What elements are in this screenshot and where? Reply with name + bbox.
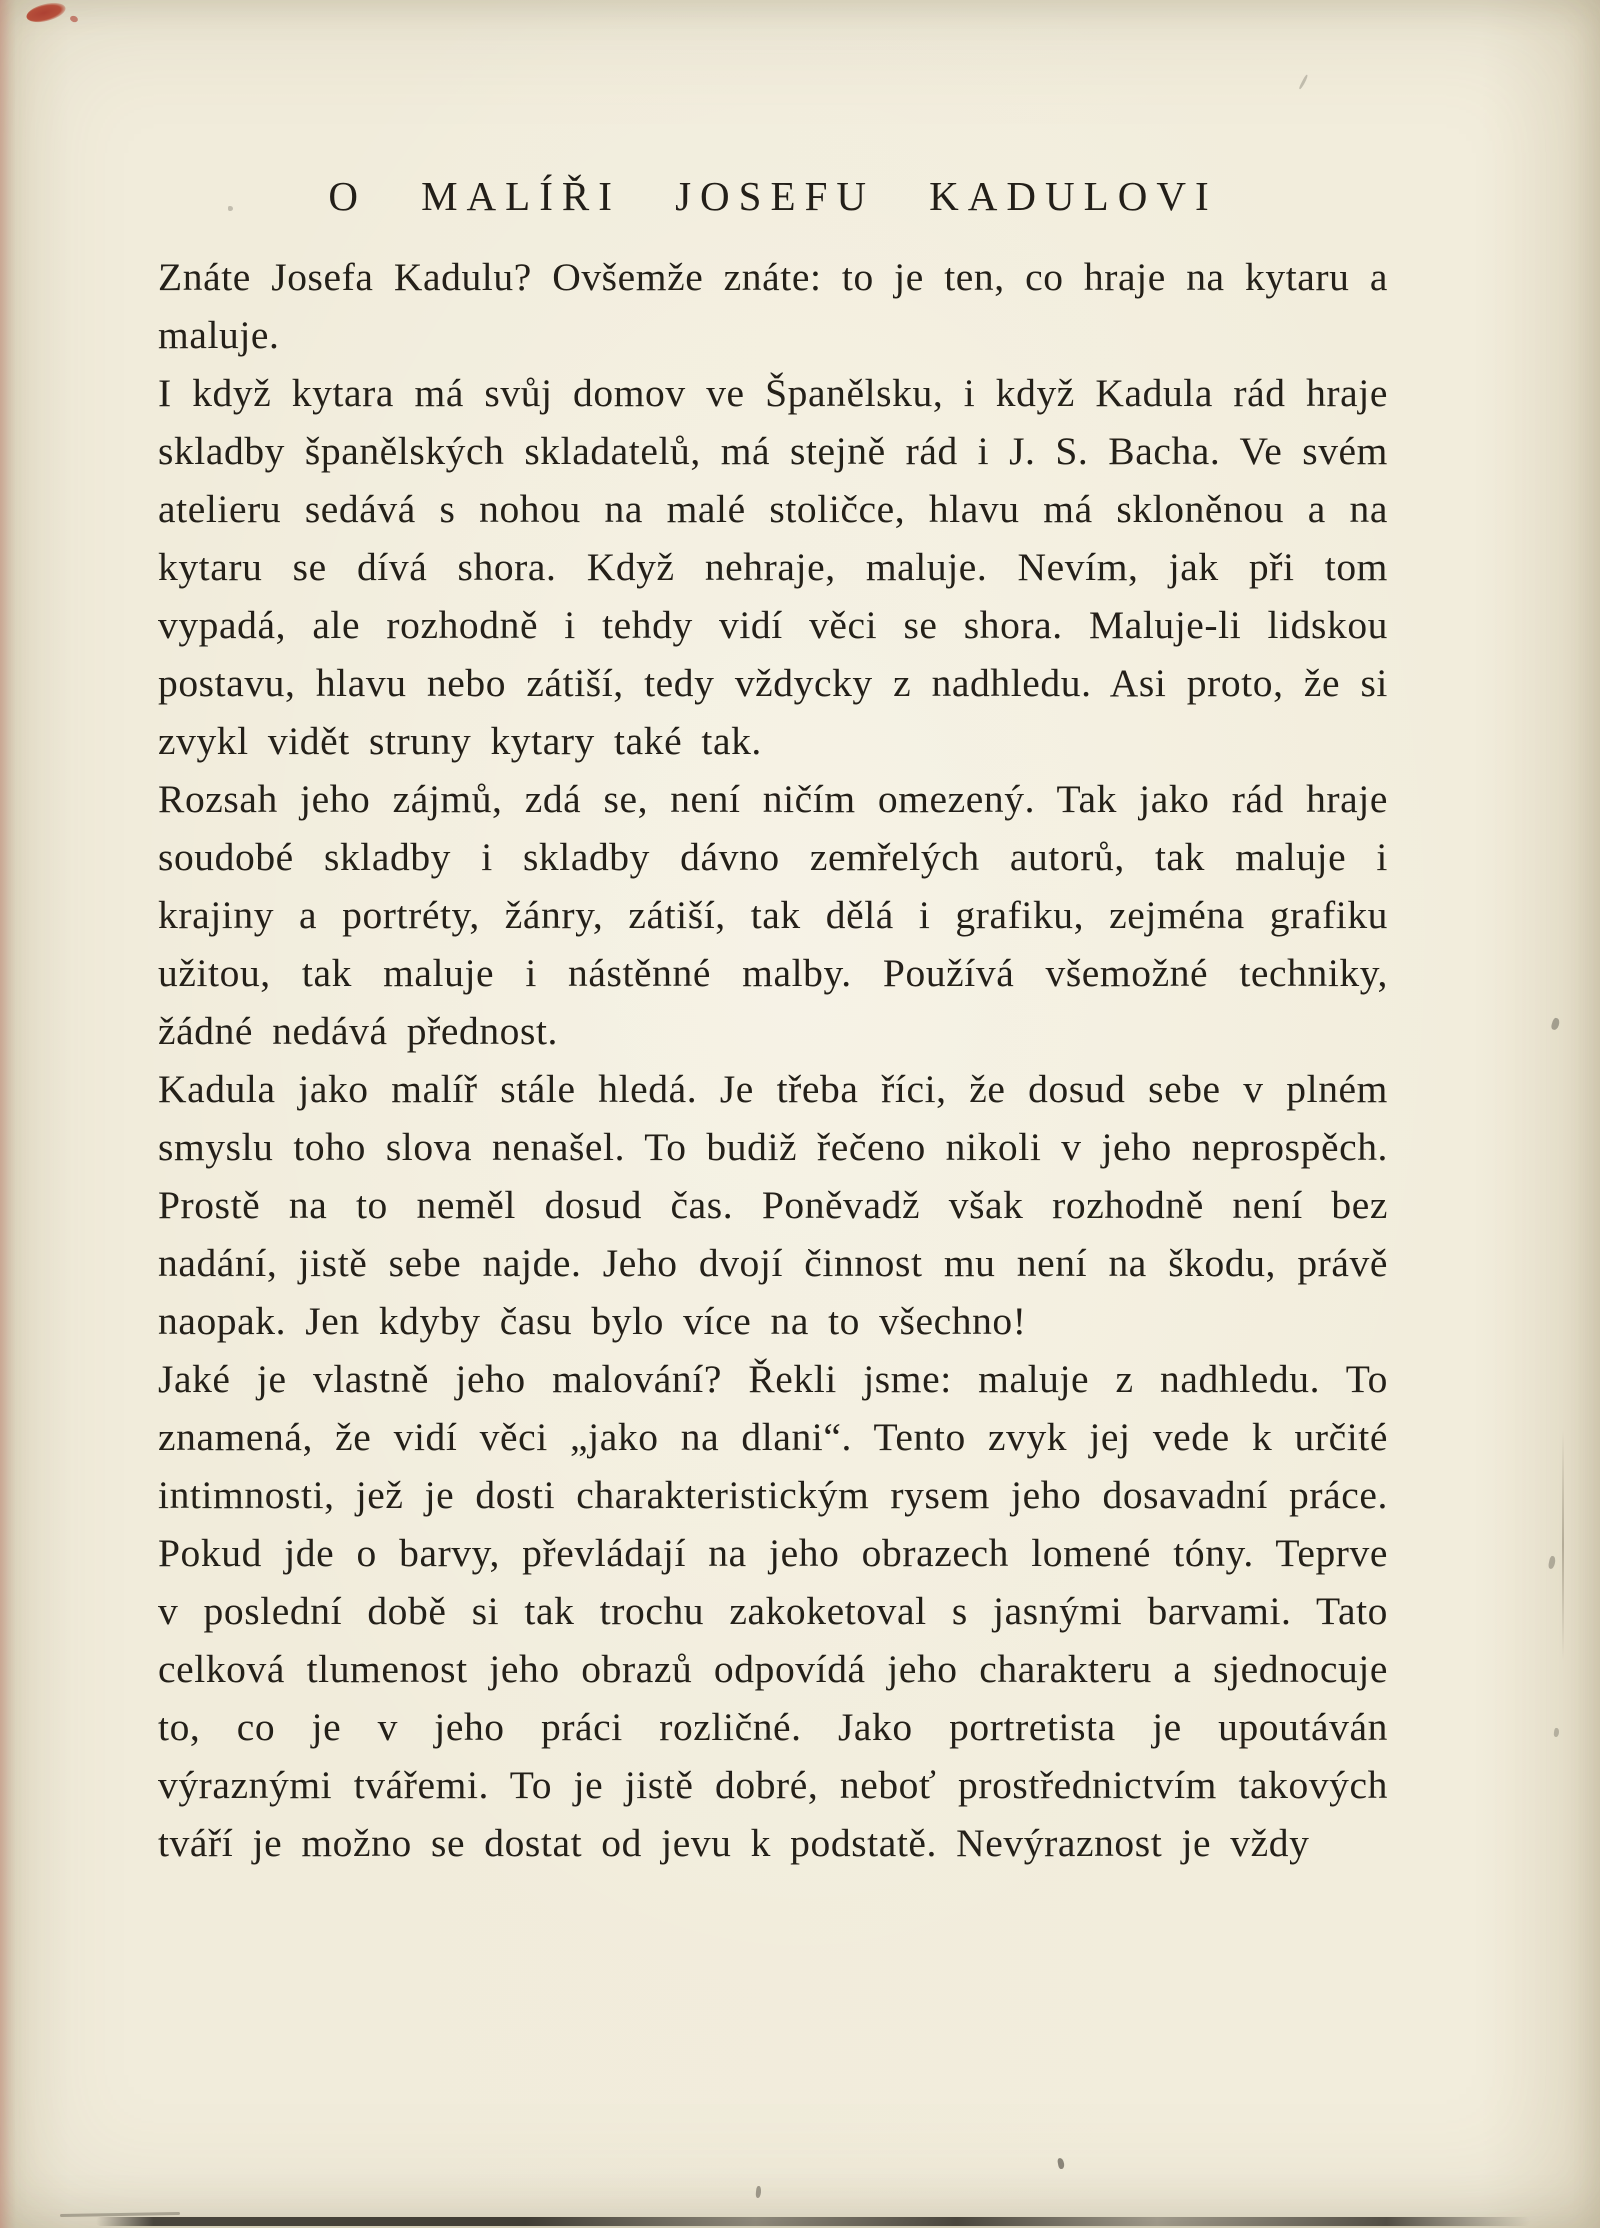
paragraph-2: I když kytara má svůj domov ve Španělsku, i když Kadula rád hraje skladby španělských skladatelů, má stejně rád i J. S. Bacha. Ve svém atelieru sedává s nohou na malé stoličce, hlavu má skloněnou a na kytaru se dívá shora. Když nehraje, maluje. Nevím, jak při tom vypadá, ale rozhodně i tehdy vidí věci se shora. Maluje-li lidskou postavu, hlavu nebo zátiší, tedy vždycky z nadhledu. Asi proto, že si zvykl vidět struny kytary také tak. — [158, 371, 1388, 763]
scan-speck — [755, 2186, 761, 2198]
paragraph-5: Jaké je vlastně jeho malování? Řekli jsme: maluje z nadhledu. To znamená, že vidí věci „jako na dlani“. Tento zvyk jej vede k určité intimnosti, jež je dosti charakteristickým rysem jeho dosavadní práce. Pokud jde o barvy, převládají na jeho obrazech lomené tóny. Teprve v poslední době si tak trochu zakoketoval s jasnými barvami. Tato celková tlumenost jeho obrazů odpovídá jeho charakteru a sjednocuje to, co je v jeho práci rozličné. Jako portretista je upoutáván výraznými tvářemi. To je jistě dobré, neboť prostřednictvím takových tváří je možno se dostat od jevu k podstatě. Nevýraznost je vždy — [158, 1357, 1388, 1865]
paragraph-3: Rozsah jeho zájmů, zdá se, není ničím omezený. Tak jako rád hraje soudobé skladby i skladby dávno zemřelých autorů, tak maluje i krajiny a portréty, žánry, zátiší, tak dělá i grafiku, zejména grafiku užitou, tak maluje i nástěnné malby. Používá všemožné techniky, žádné nedává přednost. — [158, 777, 1388, 1053]
paper-crease — [1562, 1430, 1564, 1660]
text-block — [158, 172, 1388, 1872]
paragraph-1: Znáte Josefa Kadulu? Ovšemže znáte: to je ten, co hraje na kytaru a maluje. — [158, 255, 1388, 357]
next-page-edge-shadow — [96, 2217, 1530, 2226]
red-ink-stain — [25, 0, 68, 26]
paragraph-4: Kadula jako malíř stále hledá. Je třeba říci, že dosud sebe v plném smyslu toho slova nenašel. To budiž řečeno nikoli v jeho neprospěch. Prostě na to neměl dosud čas. Poněvadž však rozhodně není bez nadání, jistě sebe najde. Jeho dvojí činnost mu není na škodu, právě naopak. Jen kdyby času bylo více na to všechno! — [158, 1067, 1388, 1343]
scan-speck — [1298, 74, 1308, 90]
page-title: O MALÍŘI JOSEFU KADULOVI — [328, 173, 1218, 219]
red-ink-stain-dot — [69, 15, 79, 23]
scan-speck — [1548, 1556, 1557, 1570]
scan-speck — [1550, 1017, 1560, 1031]
scan-speck — [1057, 2158, 1065, 2170]
scan-speck — [1553, 1728, 1559, 1738]
left-edge-red-tint — [0, 0, 16, 2228]
